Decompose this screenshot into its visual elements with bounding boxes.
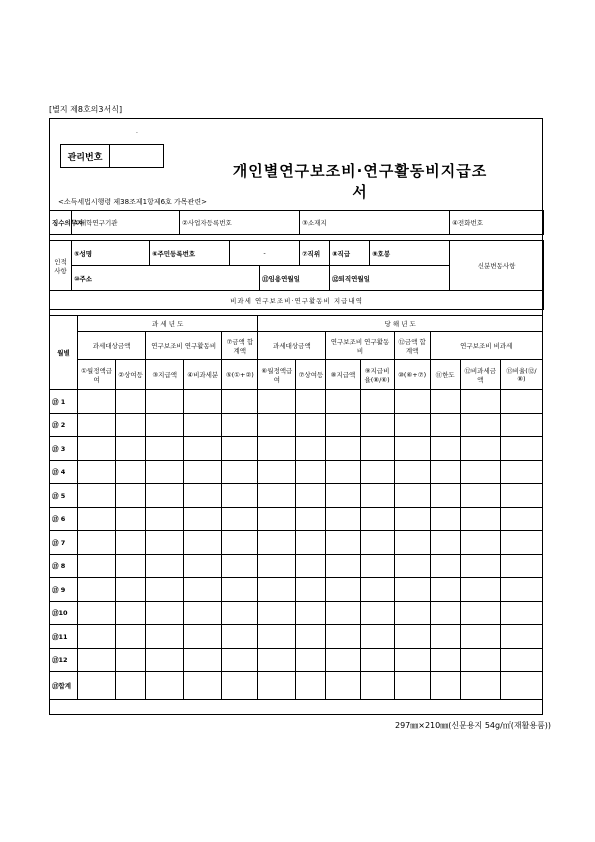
amount-cell[interactable]	[360, 648, 394, 672]
address-field[interactable]: ⑩주소	[72, 266, 260, 291]
amount-cell[interactable]	[360, 531, 394, 555]
month-label: ⑬11	[50, 625, 78, 649]
amount-cell[interactable]	[326, 437, 360, 461]
amount-cell[interactable]	[326, 390, 360, 414]
status-change[interactable]: 신분변동사항	[450, 241, 544, 291]
amount-cell[interactable]	[184, 648, 222, 672]
amount-cell[interactable]	[460, 460, 500, 484]
column-header: ③지급액	[146, 360, 184, 390]
amount-cell[interactable]	[500, 437, 542, 461]
amount-cell[interactable]	[326, 484, 360, 508]
amount-cell[interactable]	[184, 578, 222, 602]
table-row	[50, 554, 543, 578]
amount-cell[interactable]	[394, 648, 430, 672]
amount-cell[interactable]	[222, 601, 258, 625]
amount-cell[interactable]	[430, 672, 460, 700]
amount-cell[interactable]	[146, 554, 184, 578]
amount-cell[interactable]	[116, 531, 146, 555]
amount-cell[interactable]	[78, 531, 116, 555]
month-label: ⑬ 1	[50, 390, 78, 414]
amount-cell[interactable]	[394, 554, 430, 578]
amount-cell[interactable]	[78, 578, 116, 602]
group-curr-year: 당 해 년 도	[258, 316, 543, 332]
month-label: ⑬12	[50, 648, 78, 672]
amount-cell[interactable]	[78, 648, 116, 672]
amount-cell[interactable]	[222, 648, 258, 672]
amount-cell[interactable]	[184, 672, 222, 700]
column-header: ⑫비과세금액	[460, 360, 500, 390]
payer-label: 징수의무자	[50, 211, 72, 235]
retire-date-field[interactable]: ⑫퇴직연월일	[330, 266, 450, 291]
amount-cell[interactable]	[258, 531, 296, 555]
amount-cell[interactable]	[460, 413, 500, 437]
amount-cell[interactable]	[258, 437, 296, 461]
amount-cell[interactable]	[146, 672, 184, 700]
amount-cell[interactable]	[500, 554, 542, 578]
amount-cell[interactable]	[394, 625, 430, 649]
table-row	[50, 531, 543, 555]
amount-cell[interactable]	[78, 507, 116, 531]
amount-cell[interactable]	[460, 648, 500, 672]
amount-cell[interactable]	[116, 648, 146, 672]
amount-cell[interactable]	[430, 648, 460, 672]
amount-cell[interactable]	[222, 625, 258, 649]
amount-cell[interactable]	[326, 625, 360, 649]
column-header: ⑦상여등	[296, 360, 326, 390]
amount-cell[interactable]	[258, 484, 296, 508]
month-label: ⑬ 4	[50, 460, 78, 484]
amount-cell[interactable]	[222, 672, 258, 700]
amount-cell[interactable]	[116, 625, 146, 649]
amount-cell[interactable]	[258, 625, 296, 649]
amount-cell[interactable]	[430, 484, 460, 508]
curr-nontaxable: 연구보조비 비과세	[430, 332, 542, 360]
amount-cell[interactable]	[116, 507, 146, 531]
amount-cell[interactable]	[500, 648, 542, 672]
column-header: ⑪한도	[430, 360, 460, 390]
column-header: ⑤(①+②)	[222, 360, 258, 390]
amount-cell[interactable]	[296, 648, 326, 672]
amount-cell[interactable]	[78, 484, 116, 508]
amount-cell[interactable]	[184, 390, 222, 414]
month-label: ⑬10	[50, 601, 78, 625]
amount-cell[interactable]	[296, 460, 326, 484]
amount-cell[interactable]	[360, 672, 394, 700]
grade-field[interactable]: ⑧직급	[330, 241, 370, 266]
table-row	[50, 390, 543, 414]
prev-taxable: 과세대상금액	[78, 332, 146, 360]
step-field[interactable]: ⑨호봉	[370, 241, 450, 266]
amount-cell[interactable]	[460, 437, 500, 461]
amount-cell[interactable]	[500, 507, 542, 531]
amount-cell[interactable]	[460, 601, 500, 625]
amount-cell[interactable]	[116, 413, 146, 437]
amount-cell[interactable]	[222, 531, 258, 555]
amount-cell[interactable]	[296, 484, 326, 508]
amount-cell[interactable]	[394, 460, 430, 484]
amount-cell[interactable]	[500, 531, 542, 555]
amount-cell[interactable]	[296, 413, 326, 437]
amount-cell[interactable]	[296, 531, 326, 555]
footer-note: 297㎜×210㎜(신문용지 54g/㎡(재활용품))	[395, 721, 552, 730]
payer-field-phone[interactable]: ④전화번호	[450, 211, 544, 235]
amount-cell[interactable]	[116, 578, 146, 602]
amount-cell[interactable]	[460, 531, 500, 555]
amount-cell[interactable]	[258, 460, 296, 484]
amount-cell[interactable]	[146, 625, 184, 649]
month-label: ⑬ 5	[50, 484, 78, 508]
amount-cell[interactable]	[184, 460, 222, 484]
amount-cell[interactable]	[258, 672, 296, 700]
column-header: ⑩(⑥+⑦)	[394, 360, 430, 390]
amount-cell[interactable]	[116, 460, 146, 484]
amount-cell[interactable]	[360, 554, 394, 578]
amount-cell[interactable]	[394, 507, 430, 531]
amount-cell[interactable]	[430, 578, 460, 602]
amount-cell[interactable]	[146, 437, 184, 461]
amount-cell[interactable]	[146, 390, 184, 414]
amount-cell[interactable]	[500, 578, 542, 602]
payer-field-org[interactable]: ①대학연구기관	[72, 211, 180, 235]
table-row	[50, 413, 543, 437]
amount-cell[interactable]	[296, 672, 326, 700]
amount-cell[interactable]	[222, 578, 258, 602]
amount-cell[interactable]	[146, 507, 184, 531]
amount-cell[interactable]	[430, 413, 460, 437]
table-row	[50, 507, 543, 531]
amount-cell[interactable]	[116, 672, 146, 700]
month-label: ⑬합계	[50, 672, 78, 700]
amount-cell[interactable]	[460, 625, 500, 649]
month-label: ⑬ 9	[50, 578, 78, 602]
amount-cell[interactable]	[116, 554, 146, 578]
amount-cell[interactable]	[184, 601, 222, 625]
table-row	[50, 648, 543, 672]
amount-cell[interactable]	[430, 460, 460, 484]
amount-cell[interactable]	[500, 672, 542, 700]
amount-cell[interactable]	[460, 507, 500, 531]
amount-cell[interactable]	[78, 625, 116, 649]
amount-cell[interactable]	[258, 601, 296, 625]
table-row	[50, 460, 543, 484]
amount-cell[interactable]	[296, 554, 326, 578]
amount-cell[interactable]	[500, 484, 542, 508]
amount-cell[interactable]	[116, 390, 146, 414]
column-header: ⑧지급액	[326, 360, 360, 390]
amount-cell[interactable]	[146, 601, 184, 625]
amount-cell[interactable]	[430, 531, 460, 555]
table-row	[50, 578, 543, 602]
prev-research: 연구보조비 연구활동비	[146, 332, 222, 360]
amount-cell[interactable]	[184, 437, 222, 461]
amount-cell[interactable]	[394, 484, 430, 508]
amount-cell[interactable]	[258, 507, 296, 531]
amount-cell[interactable]	[500, 460, 542, 484]
amount-cell[interactable]	[296, 625, 326, 649]
table-row	[50, 625, 543, 649]
amount-cell[interactable]	[258, 648, 296, 672]
form-title: 개인별연구보조비·연구활동비지급조서	[232, 162, 488, 201]
amount-cell[interactable]	[222, 484, 258, 508]
column-header: ⑨지급비율(⑧/⑥)	[360, 360, 394, 390]
curr-total: ⑫금액 합계액	[394, 332, 430, 360]
month-label: ⑬ 6	[50, 507, 78, 531]
amount-cell[interactable]	[326, 460, 360, 484]
table-row	[50, 437, 543, 461]
amount-cell[interactable]	[326, 531, 360, 555]
amount-cell[interactable]	[460, 672, 500, 700]
info-table	[49, 210, 544, 310]
amount-cell[interactable]	[460, 554, 500, 578]
amount-cell[interactable]	[326, 672, 360, 700]
amount-cell[interactable]	[394, 601, 430, 625]
amount-cell[interactable]	[430, 390, 460, 414]
table-row	[50, 484, 543, 508]
form-number: [별지 제8호의3서식]	[49, 105, 123, 114]
month-header: 월별	[50, 316, 78, 390]
amount-cell[interactable]	[430, 601, 460, 625]
column-header: ①월정액급여	[78, 360, 116, 390]
amount-cell[interactable]	[430, 625, 460, 649]
amount-cell[interactable]	[326, 554, 360, 578]
amount-cell[interactable]	[258, 578, 296, 602]
amount-cell[interactable]	[78, 601, 116, 625]
amount-cell[interactable]	[460, 578, 500, 602]
amount-cell[interactable]	[184, 531, 222, 555]
column-header: ④비과세분	[184, 360, 222, 390]
amount-cell[interactable]	[146, 413, 184, 437]
amount-cell[interactable]	[360, 460, 394, 484]
mark: ·	[136, 130, 138, 137]
amount-cell[interactable]	[116, 484, 146, 508]
amount-cell[interactable]	[146, 460, 184, 484]
amount-cell[interactable]	[78, 554, 116, 578]
amount-cell[interactable]	[500, 601, 542, 625]
amount-cell[interactable]	[460, 484, 500, 508]
amount-cell[interactable]	[394, 413, 430, 437]
amount-cell[interactable]	[360, 484, 394, 508]
amount-cell[interactable]	[326, 648, 360, 672]
amount-cell[interactable]	[116, 437, 146, 461]
amount-cell[interactable]	[500, 390, 542, 414]
group-prev-year: 과 세 년 도	[78, 316, 258, 332]
amount-cell[interactable]	[184, 413, 222, 437]
amount-cell[interactable]	[296, 601, 326, 625]
rrn-field[interactable]: ⑥주민등록번호	[150, 241, 230, 266]
amount-cell[interactable]	[460, 390, 500, 414]
amount-cell[interactable]	[326, 601, 360, 625]
amount-cell[interactable]	[360, 601, 394, 625]
name-field[interactable]: ⑤성명	[72, 241, 150, 266]
amount-cell[interactable]	[78, 437, 116, 461]
amount-cell[interactable]	[430, 437, 460, 461]
amount-cell[interactable]	[78, 390, 116, 414]
amount-cell[interactable]	[360, 507, 394, 531]
payment-caption: 비과세 연구보조비·연구활동비 지급내역	[50, 291, 544, 310]
management-number-field[interactable]	[110, 145, 163, 167]
amount-cell[interactable]	[296, 437, 326, 461]
amount-cell[interactable]	[360, 625, 394, 649]
payer-field-bizno[interactable]: ②사업자등록번호	[180, 211, 300, 235]
column-header: ⑥월정액급여	[258, 360, 296, 390]
person-label: 인적사항	[50, 241, 72, 291]
amount-cell[interactable]	[146, 531, 184, 555]
amount-cell[interactable]	[184, 507, 222, 531]
hire-date-field[interactable]: ⑪임용연월일	[260, 266, 330, 291]
rrn-dash: -	[230, 241, 300, 266]
amount-cell[interactable]	[500, 413, 542, 437]
prev-total: ⑦금액 합계액	[222, 332, 258, 360]
amount-cell[interactable]	[258, 413, 296, 437]
column-header: ⑬비율(⑫/⑧)	[500, 360, 542, 390]
amount-cell[interactable]	[360, 413, 394, 437]
amount-cell[interactable]	[360, 578, 394, 602]
amount-cell[interactable]	[360, 390, 394, 414]
amount-cell[interactable]	[184, 484, 222, 508]
month-label: ⑬ 7	[50, 531, 78, 555]
amount-cell[interactable]	[430, 507, 460, 531]
month-label: ⑬ 8	[50, 554, 78, 578]
amount-cell[interactable]	[222, 460, 258, 484]
amount-cell[interactable]	[394, 672, 430, 700]
amount-cell[interactable]	[326, 578, 360, 602]
month-label: ⑬ 3	[50, 437, 78, 461]
position-field[interactable]: ⑦직위	[300, 241, 330, 266]
amount-cell[interactable]	[184, 625, 222, 649]
amount-cell[interactable]	[394, 531, 430, 555]
amount-cell[interactable]	[258, 554, 296, 578]
amount-cell[interactable]	[222, 507, 258, 531]
amount-cell[interactable]	[116, 601, 146, 625]
amount-cell[interactable]	[394, 390, 430, 414]
form-subtitle: <소득세법시행령 제38조제1항제6호 가목관련>	[58, 198, 207, 206]
payment-table	[49, 315, 543, 700]
amount-cell[interactable]	[222, 554, 258, 578]
column-header: ②상여등	[116, 360, 146, 390]
curr-research: 연구보조비 연구활동비	[326, 332, 394, 360]
amount-cell[interactable]	[146, 484, 184, 508]
amount-cell[interactable]	[222, 390, 258, 414]
amount-cell[interactable]	[78, 460, 116, 484]
amount-cell[interactable]	[78, 413, 116, 437]
amount-cell[interactable]	[296, 390, 326, 414]
table-row	[50, 601, 543, 625]
amount-cell[interactable]	[78, 672, 116, 700]
amount-cell[interactable]	[222, 437, 258, 461]
amount-cell[interactable]	[394, 578, 430, 602]
amount-cell[interactable]	[430, 554, 460, 578]
amount-cell[interactable]	[296, 578, 326, 602]
amount-cell[interactable]	[296, 507, 326, 531]
amount-cell[interactable]	[326, 507, 360, 531]
table-row	[50, 672, 543, 700]
amount-cell[interactable]	[146, 578, 184, 602]
management-number-box	[60, 144, 164, 168]
amount-cell[interactable]	[222, 413, 258, 437]
amount-cell[interactable]	[184, 554, 222, 578]
payer-field-address[interactable]: ③소재지	[300, 211, 450, 235]
amount-cell[interactable]	[500, 625, 542, 649]
amount-cell[interactable]	[394, 437, 430, 461]
amount-cell[interactable]	[146, 648, 184, 672]
curr-taxable: 과세대상금액	[258, 332, 326, 360]
management-number-label: 관리번호	[61, 145, 110, 167]
amount-cell[interactable]	[360, 437, 394, 461]
amount-cell[interactable]	[258, 390, 296, 414]
amount-cell[interactable]	[326, 413, 360, 437]
month-label: ⑬ 2	[50, 413, 78, 437]
